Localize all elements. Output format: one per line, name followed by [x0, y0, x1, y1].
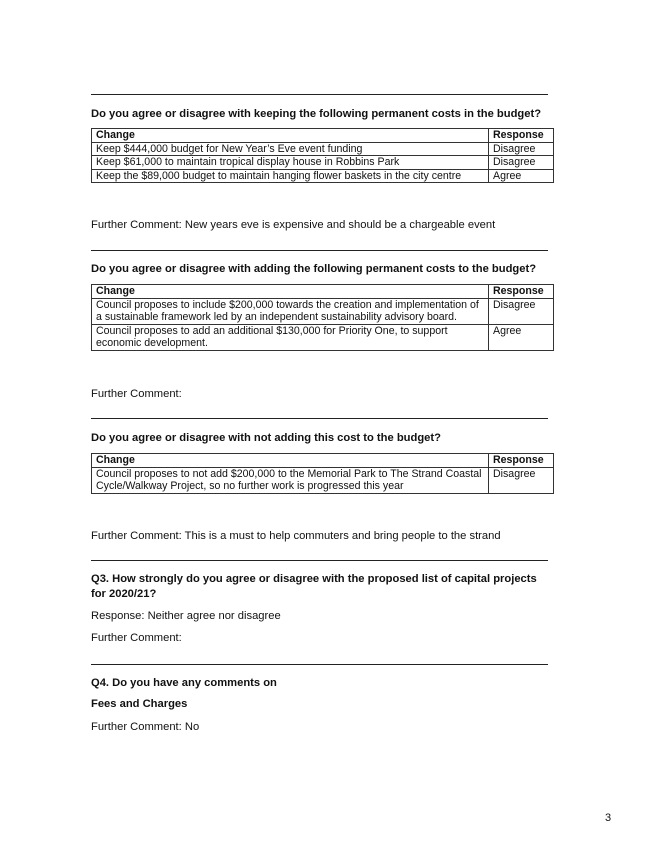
response-header: Response [489, 129, 554, 143]
divider-4 [91, 560, 548, 561]
change-cell: Council proposes to not add $200,000 to the Memorial Park to The Strand Coastal Cycle/Walkway Project, so no further work is progressed this year [92, 467, 489, 493]
response-cell: Disagree [489, 156, 554, 170]
page-number: 3 [605, 812, 612, 824]
divider-1 [91, 94, 548, 95]
table-row [92, 298, 554, 324]
change-cell: Keep $444,000 budget for New Year’s Eve event funding [92, 142, 489, 156]
table-row [92, 467, 554, 493]
section1-comment: Further Comment: New years eve is expensive and should be a chargeable event [91, 219, 496, 231]
response-cell: Disagree [489, 142, 554, 156]
response-cell: Agree [489, 324, 554, 350]
table-row [92, 142, 554, 156]
response-cell: Agree [489, 169, 554, 183]
q3-response: Response: Neither agree nor disagree [91, 610, 281, 622]
change-cell: Council proposes to add an additional $130,000 for Priority One, to support economic development. [92, 324, 489, 350]
change-cell: Keep the $89,000 budget to maintain hanging flower baskets in the city centre [92, 169, 489, 183]
change-cell: Council proposes to include $200,000 towards the creation and implementation of a sustainable framework led by an independent sustainability advisory board. [92, 298, 489, 324]
table-row [92, 156, 554, 170]
response-cell: Disagree [489, 298, 554, 324]
divider-3 [91, 418, 548, 419]
table-row [92, 169, 554, 183]
table-row [92, 324, 554, 350]
q3-comment: Further Comment: [91, 632, 182, 644]
section1-table [91, 128, 554, 183]
divider-2 [91, 250, 548, 251]
table-header-row [92, 285, 554, 299]
table-header-row [92, 129, 554, 143]
q4-comment: Further Comment: No [91, 721, 200, 733]
response-cell: Disagree [489, 467, 554, 493]
change-header: Change [92, 285, 489, 299]
section3-comment: Further Comment: This is a must to help commuters and bring people to the strand [91, 530, 501, 542]
change-cell: Keep $61,000 to maintain tropical display house in Robbins Park [92, 156, 489, 170]
table-header-row [92, 454, 554, 468]
change-header: Change [92, 454, 489, 468]
section2-table [91, 284, 554, 351]
q4-question: Q4. Do you have any comments on [91, 677, 277, 689]
q3-question: Q3. How strongly do you agree or disagree with the proposed list of capital projects for 2020/21? [91, 573, 537, 600]
section1-question: Do you agree or disagree with keeping the following permanent costs in the budget? [91, 108, 542, 120]
section3-table [91, 453, 554, 494]
change-header: Change [92, 129, 489, 143]
section2-question: Do you agree or disagree with adding the following permanent costs to the budget? [91, 263, 537, 275]
divider-5 [91, 664, 548, 665]
section2-comment: Further Comment: [91, 388, 182, 400]
q4-subheading: Fees and Charges [91, 698, 188, 710]
response-header: Response [489, 285, 554, 299]
section3-question: Do you agree or disagree with not adding this cost to the budget? [91, 432, 441, 444]
response-header: Response [489, 454, 554, 468]
